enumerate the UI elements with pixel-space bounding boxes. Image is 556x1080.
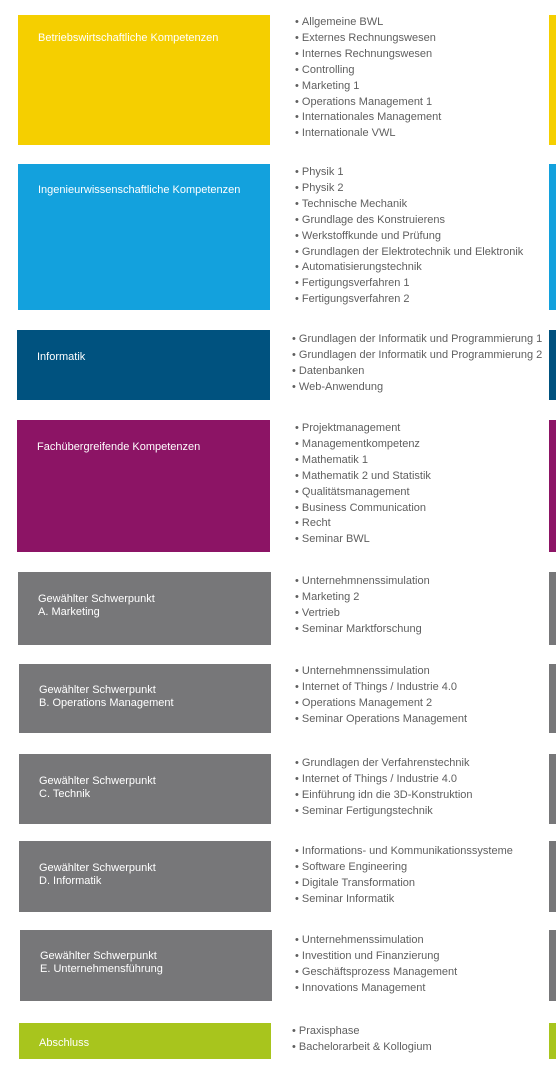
course-item: • Physik 1 [295, 165, 523, 181]
section-title: Gewählter Schwerpunkt C. Technik [39, 775, 156, 800]
course-list [295, 844, 513, 908]
section-header-box [19, 754, 271, 824]
course-item: • Unternehmnenssimulation [295, 574, 430, 590]
course-item: • Recht [295, 516, 431, 532]
section-row [0, 664, 556, 733]
course-item: • Internet of Things / Industrie 4.0 [295, 680, 467, 696]
course-item: • Mathematik 1 [295, 453, 431, 469]
course-list [295, 421, 431, 548]
section-header-box [17, 330, 270, 400]
section-row [0, 330, 556, 400]
section-title: Gewählter Schwerpunkt E. Unternehmensführung [40, 950, 163, 975]
next-column-edge [549, 572, 556, 645]
course-item: • Internes Rechnungswesen [295, 47, 441, 63]
course-item: • Marketing 2 [295, 590, 430, 606]
course-item: • Controlling [295, 63, 441, 79]
section-row [0, 754, 556, 824]
section-header-box [19, 1023, 271, 1059]
course-item: • Vertrieb [295, 606, 430, 622]
section-title: Gewählter Schwerpunkt A. Marketing [38, 593, 155, 618]
course-item: • Unternehmenssimulation [295, 933, 457, 949]
section-title: Abschluss [39, 1037, 90, 1049]
next-column-edge [549, 330, 556, 400]
course-item: • Web-Anwendung [292, 380, 542, 396]
course-item: • Allgemeine BWL [295, 15, 441, 31]
course-item: • Business Communication [295, 501, 431, 517]
course-item: • Software Engineering [295, 860, 513, 876]
course-item: • Informations- und Kommunikationssysteme [295, 844, 513, 860]
course-list [295, 664, 467, 728]
section-row [0, 164, 556, 310]
course-item: • Managementkompetenz [295, 437, 431, 453]
section-header-box [19, 664, 271, 733]
course-item: • Investition und Finanzierung [295, 949, 457, 965]
next-column-edge [549, 754, 556, 824]
next-column-edge [549, 420, 556, 552]
course-list [292, 1024, 432, 1056]
section-header-box [18, 15, 270, 145]
course-list [295, 756, 473, 820]
section-row [0, 930, 556, 1001]
next-column-edge [549, 930, 556, 1001]
section-title: Fachübergreifende Kompetenzen [37, 441, 201, 453]
course-item: • Grundlagen der Elektrotechnik und Elektronik [295, 245, 523, 261]
course-item: • Grundlagen der Informatik und Programmierung 2 [292, 348, 542, 364]
section-row [0, 841, 556, 912]
course-item: • Seminar Informatik [295, 892, 513, 908]
course-item: • Grundlagen der Informatik und Programmierung 1 [292, 332, 542, 348]
next-column-edge [549, 1023, 556, 1059]
course-item: • Geschäftsprozess Management [295, 965, 457, 981]
section-title: Gewählter Schwerpunkt D. Informatik [39, 862, 156, 887]
section-title: Betriebswirtschaftliche Kompetenzen [38, 32, 219, 44]
course-item: • Seminar Marktforschung [295, 622, 430, 638]
section-title: Informatik [37, 351, 86, 363]
section-header-box [19, 841, 271, 912]
course-item: • Werkstoffkunde und Prüfung [295, 229, 523, 245]
course-item: • Internationale VWL [295, 126, 441, 142]
section-title: Ingenieurwissenschaftliche Kompetenzen [38, 184, 241, 196]
course-list [292, 332, 542, 396]
course-item: • Seminar BWL [295, 532, 431, 548]
course-item: • Bachelorarbeit & Kollogium [292, 1040, 432, 1056]
course-item: • Grundlage des Konstruierens [295, 213, 523, 229]
course-item: • Datenbanken [292, 364, 542, 380]
course-item: • Fertigungsverfahren 1 [295, 276, 523, 292]
course-item: • Technische Mechanik [295, 197, 523, 213]
next-column-edge [549, 841, 556, 912]
course-item: • Digitale Transformation [295, 876, 513, 892]
course-item: • Qualitätsmanagement [295, 485, 431, 501]
course-item: • Automatisierungstechnik [295, 260, 523, 276]
course-list [295, 933, 457, 997]
section-header-box [20, 930, 272, 1001]
course-item: • Physik 2 [295, 181, 523, 197]
section-row [0, 1023, 556, 1059]
course-item: • Internationales Management [295, 110, 441, 126]
section-row [0, 572, 556, 645]
course-item: • Externes Rechnungswesen [295, 31, 441, 47]
section-row [0, 420, 556, 552]
course-item: • Praxisphase [292, 1024, 432, 1040]
course-item: • Fertigungsverfahren 2 [295, 292, 523, 308]
next-column-edge [549, 164, 556, 310]
section-header-box [18, 164, 270, 310]
course-item: • Internet of Things / Industrie 4.0 [295, 772, 473, 788]
course-item: • Unternehmnenssimulation [295, 664, 467, 680]
course-item: • Innovations Management [295, 981, 457, 997]
section-header-box [18, 572, 271, 645]
section-row [0, 15, 556, 145]
course-item: • Marketing 1 [295, 79, 441, 95]
course-list [295, 574, 430, 638]
course-item: • Mathematik 2 und Statistik [295, 469, 431, 485]
course-item: • Seminar Operations Management [295, 712, 467, 728]
course-item: • Grundlagen der Verfahrenstechnik [295, 756, 473, 772]
section-title: Gewählter Schwerpunkt B. Operations Management [39, 684, 174, 709]
course-list [295, 165, 523, 308]
course-item: • Einführung idn die 3D-Konstruktion [295, 788, 473, 804]
course-item: • Seminar Fertigungstechnik [295, 804, 473, 820]
next-column-edge [549, 15, 556, 145]
section-header-box [17, 420, 270, 552]
course-item: • Operations Management 2 [295, 696, 467, 712]
course-item: • Operations Management 1 [295, 95, 441, 111]
course-item: • Projektmanagement [295, 421, 431, 437]
next-column-edge [549, 664, 556, 733]
course-list [295, 15, 441, 142]
